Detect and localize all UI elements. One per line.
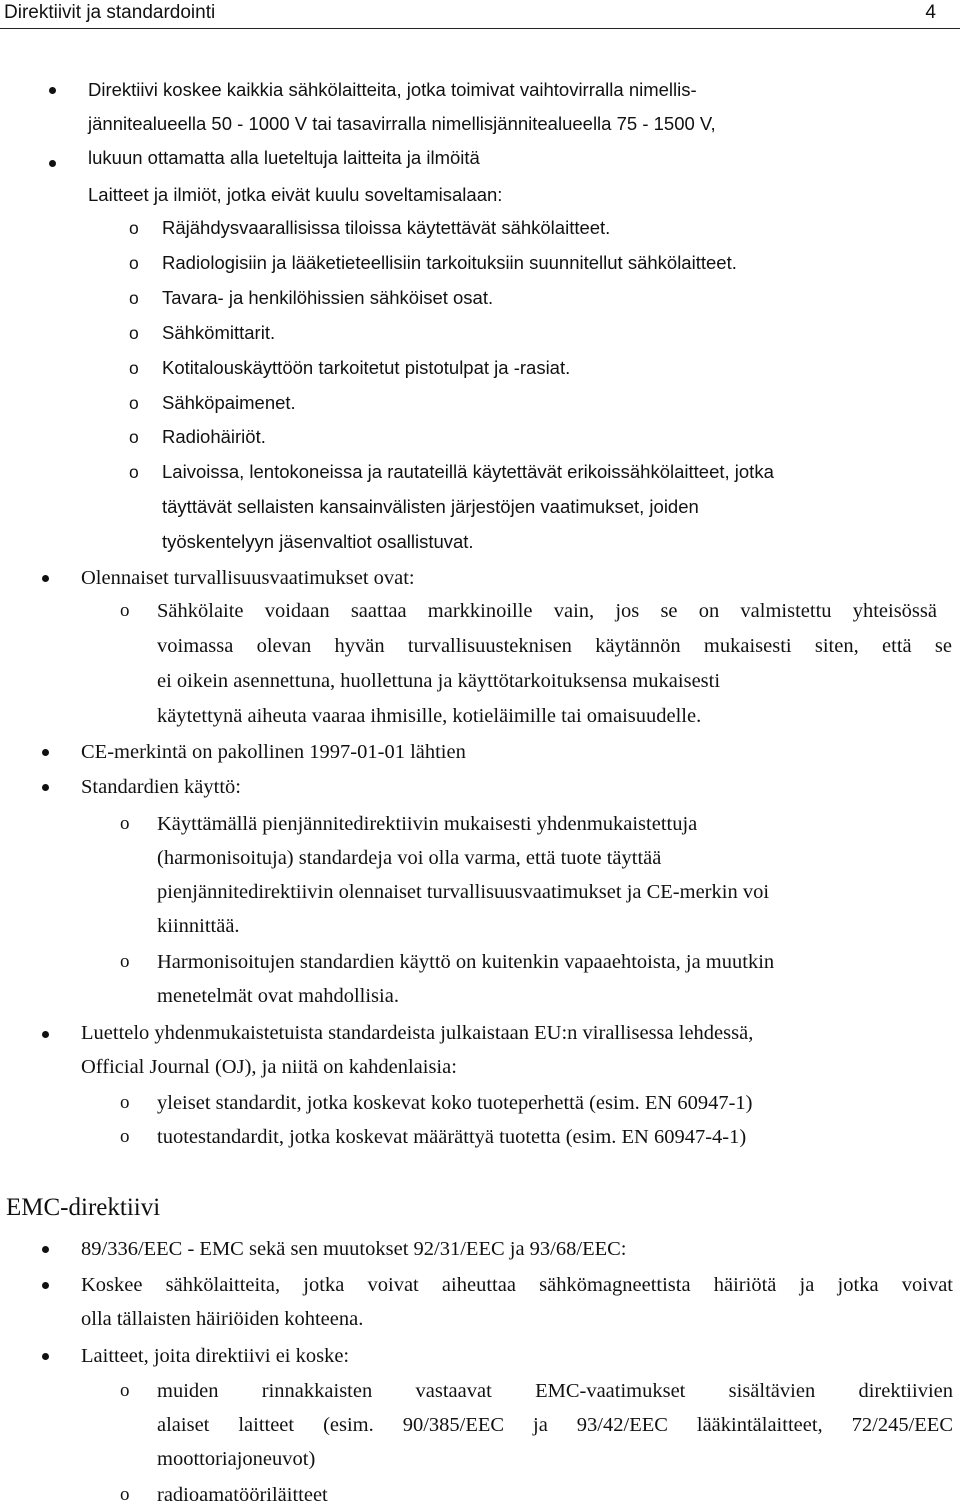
excluded-intro: Laitteet ja ilmiöt, jotka eivät kuulu soveltamisalaan: — [88, 184, 503, 205]
sub-bullet-marker: o — [129, 323, 139, 343]
sub-bullet-marker: o — [129, 462, 139, 482]
sub-bullet-marker: o — [120, 951, 130, 972]
excluded-item: Radiologisiin ja lääketieteellisiin tarkoituksiin suunnitellut sähkölaitteet. — [162, 252, 737, 273]
standards-item2-line-2: menetelmät ovat mahdollisia. — [157, 985, 399, 1007]
oj-line-1: Luettelo yhdenmukaistetuista standardeista julkaistaan EU:n virallisessa lehdessä, — [81, 1022, 754, 1044]
oj-item: yleiset standardit, jotka koskevat koko tuoteperhettä (esim. EN 60947-1) — [157, 1092, 753, 1114]
emc-sub1-line-1: muiden rinnakkaisten vastaavat EMC-vaatimukset sisältävien direktiivien — [157, 1380, 953, 1402]
sub-bullet-marker: o — [120, 600, 130, 621]
scope-line-3: lukuun ottamatta alla lueteltuja laitteita ja ilmöitä — [88, 147, 480, 168]
sub-bullet-marker: o — [120, 1092, 130, 1113]
bullet-icon — [42, 1282, 49, 1289]
bullet-icon — [49, 87, 56, 94]
safety-line-2: voimassa olevan hyvän turvallisuusteknisen käytännön mukaisesti siten, että se — [157, 635, 952, 657]
bullet-icon — [49, 160, 56, 167]
excluded-item: Räjähdysvaarallisissa tiloissa käytettävät sähkölaitteet. — [162, 217, 611, 238]
scope-line-1: Direktiivi koskee kaikkia sähkölaitteita, jotka toimivat vaihtovirralla nimellis- — [88, 79, 697, 100]
sub-bullet-marker: o — [120, 1380, 130, 1401]
bullet-icon — [42, 1246, 49, 1253]
oj-line-2: Official Journal (OJ), ja niitä on kahdenlaisia: — [81, 1056, 457, 1078]
emc-bullet-1: 89/336/EEC - EMC sekä sen muutokset 92/31/EEC ja 93/68/EEC: — [81, 1238, 627, 1260]
standards-item2-line-1: Harmonisoitujen standardien käyttö on kuitenkin vapaaehtoista, ja muutkin — [157, 951, 775, 973]
bullet-icon — [42, 575, 49, 582]
page-header — [0, 0, 960, 29]
emc-bullet-3: Laitteet, joita direktiivi ei koske: — [81, 1345, 350, 1367]
sub-bullet-marker: o — [120, 813, 130, 834]
standards-item1-line-4: kiinnittää. — [157, 915, 240, 937]
excluded-item-line-2: täyttävät sellaisten kansainvälisten järjestöjen vaatimukset, joiden — [162, 496, 699, 517]
sub-bullet-marker: o — [129, 218, 139, 238]
sub-bullet-marker: o — [129, 358, 139, 378]
excluded-item: Tavara- ja henkilöhissien sähköiset osat. — [162, 287, 494, 308]
sub-bullet-marker: o — [129, 427, 139, 447]
standards-item1-line-1: Käyttämällä pienjännitedirektiivin mukaisesti yhdenmukaistettuja — [157, 813, 698, 835]
excluded-item: Sähköpaimenet. — [162, 392, 296, 413]
bullet-icon — [42, 749, 49, 756]
scope-line-2: jännitealueella 50 - 1000 V tai tasavirralla nimellisjännitealueella 75 - 1500 V, — [88, 113, 716, 134]
sub-bullet-marker: o — [129, 393, 139, 413]
safety-intro: Olennaiset turvallisuusvaatimukset ovat: — [81, 567, 415, 589]
excluded-item-line-1: Laivoissa, lentokoneissa ja rautateillä käytettävät erikoissähkölaitteet, jotka — [162, 461, 774, 482]
emc-sub2: radioamatööriläitteet — [157, 1484, 328, 1506]
oj-item: tuotestandardit, jotka koskevat määrättyä tuotetta (esim. EN 60947-4-1) — [157, 1126, 747, 1148]
bullet-icon — [42, 784, 49, 791]
safety-line-4: käytettynä aiheuta vaaraa ihmisille, kotieläimille tai omaisuudelle. — [157, 705, 702, 727]
excluded-item: Sähkömittarit. — [162, 322, 276, 343]
sub-bullet-marker: o — [120, 1126, 130, 1147]
page-number: 4 — [925, 2, 936, 23]
safety-line-3: ei oikein asennettuna, huollettuna ja käyttötarkoituksensa mukaisesti — [157, 670, 721, 692]
emc-sub1-line-2: alaiset laitteet (esim. 90/385/EEC ja 93/42/EEC lääkintälaitteet, 72/245/EEC — [157, 1414, 953, 1436]
sub-bullet-marker: o — [129, 253, 139, 273]
emc-bullet-2-line-2: olla tällaisten häiriöiden kohteena. — [81, 1308, 364, 1330]
ce-marking-text: CE-merkintä on pakollinen 1997-01-01 lähtien — [81, 741, 466, 763]
standards-intro: Standardien käyttö: — [81, 776, 241, 798]
emc-sub1-line-3: moottoriajoneuvot) — [157, 1448, 316, 1470]
excluded-item: Kotitalouskäyttöön tarkoitetut pistotulpat ja -rasiat. — [162, 357, 571, 378]
document-title: Direktiivit ja standardointi — [4, 2, 216, 23]
sub-bullet-marker: o — [120, 1484, 130, 1505]
emc-heading: EMC-direktiivi — [6, 1194, 161, 1221]
standards-item1-line-3: pienjännitedirektiivin olennaiset turvallisuusvaatimukset ja CE-merkin voi — [157, 881, 770, 903]
emc-bullet-2-line-1: Koskee sähkölaitteita, jotka voivat aiheuttaa sähkömagneettista häiriötä ja jotka voivat — [81, 1274, 953, 1296]
bullet-icon — [42, 1031, 49, 1038]
standards-item1-line-2: (harmonisoituja) standardeja voi olla varma, että tuote täyttää — [157, 847, 662, 869]
safety-line-1: Sähkölaite voidaan saattaa markkinoille vain, jos se on valmistettu yhteisössä — [157, 600, 937, 622]
excluded-item: Radiohäiriöt. — [162, 426, 266, 447]
sub-bullet-marker: o — [129, 288, 139, 308]
bullet-icon — [42, 1353, 49, 1360]
excluded-item-line-3: työskentelyyn jäsenvaltiot osallistuvat. — [162, 531, 474, 552]
